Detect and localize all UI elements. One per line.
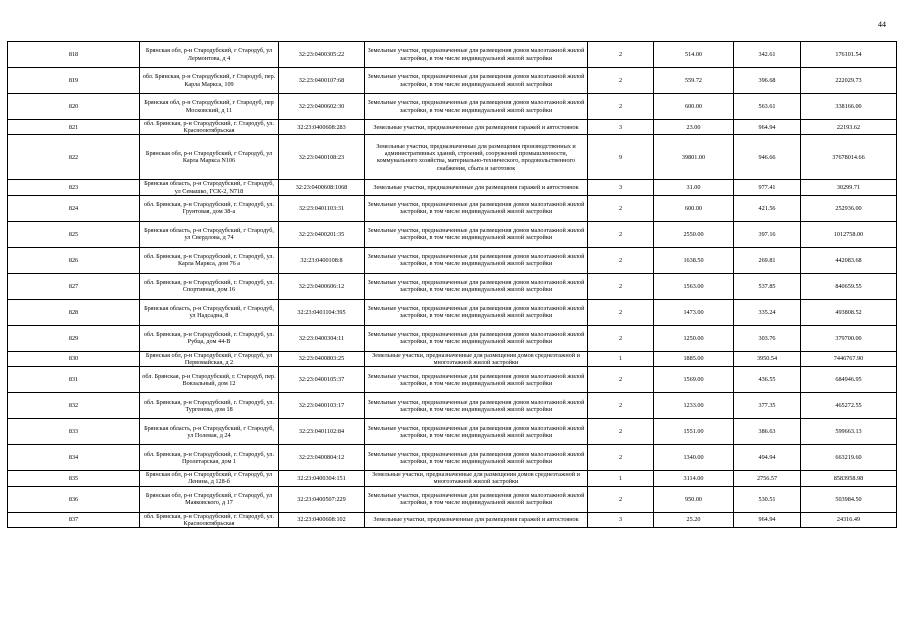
cadastral-value-cell: 338166.00 xyxy=(801,94,897,120)
land-use-cell: Земельные участки, предназначенные для размещения домов малоэтажной жилой застройки, в том числе индивидуальной жилой застройки xyxy=(365,299,588,325)
cadastral-number-cell: 32:23:0401104:395 xyxy=(279,299,365,325)
address-cell: Брянская обл, р-н Стародубский, г Стародуб, ул Ленина, д 128-б xyxy=(140,471,279,486)
row-number-cell: 836 xyxy=(8,486,140,512)
area-cell: 600.00 xyxy=(654,195,734,221)
cadastral-number-cell: 32:23:0400105:37 xyxy=(279,367,365,393)
address-cell: обл. Брянская, р-н Стародубский, г. Стародуб, ул. Краснооктябрьская xyxy=(140,512,279,527)
cadastral-number-cell: 32:23:0401103:31 xyxy=(279,195,365,221)
cadastral-number-cell: 32:23:0400606:12 xyxy=(279,273,365,299)
group-number-cell: 2 xyxy=(588,94,654,120)
address-cell: Брянская область, р-н Стародубский, г Стародуб, ул Семашко, ГСК-2, N718 xyxy=(140,180,279,195)
cadastral-value-cell: 24316.49 xyxy=(801,512,897,527)
area-cell: 950.00 xyxy=(654,486,734,512)
row-number-cell: 819 xyxy=(8,68,140,94)
land-use-cell: Земельные участки, предназначенные для размещения домов малоэтажной жилой застройки, в том числе индивидуальной жилой застройки xyxy=(365,221,588,247)
cadastral-value-cell: 493808.52 xyxy=(801,299,897,325)
cadastral-number-cell: 32:23:0400507:229 xyxy=(279,486,365,512)
group-number-cell: 9 xyxy=(588,135,654,180)
table-row xyxy=(8,419,897,445)
address-cell: обл. Брянская, р-н Стародубский, г. Стародуб, ул. Тургенева, дом 18 xyxy=(140,393,279,419)
land-use-cell: Земельные участки, предназначенные для размещения домов малоэтажной жилой застройки, в том числе индивидуальной жилой застройки xyxy=(365,393,588,419)
row-number-cell: 832 xyxy=(8,393,140,419)
table-row xyxy=(8,180,897,195)
area-cell: 514.00 xyxy=(654,42,734,68)
table-row xyxy=(8,325,897,351)
group-number-cell: 2 xyxy=(588,393,654,419)
land-use-cell: Земельные участки, предназначенные для размещения домов малоэтажной жилой застройки, в том числе индивидуальной жилой застройки xyxy=(365,195,588,221)
cadastral-number-cell: 32:23:0401102:84 xyxy=(279,419,365,445)
cadastral-number-cell: 32:23:0400803:25 xyxy=(279,351,365,366)
address-cell: Брянская область, р-н Стародубский, г Стародуб, ул Свердлова, д 74 xyxy=(140,221,279,247)
table-row xyxy=(8,94,897,120)
area-cell: 1563.00 xyxy=(654,273,734,299)
cadastral-number-cell: 32:23:0400305:22 xyxy=(279,42,365,68)
row-number-cell: 826 xyxy=(8,247,140,273)
cadastral-value-cell: 503984.50 xyxy=(801,486,897,512)
cadastral-number-cell: 32:23:0400304:11 xyxy=(279,325,365,351)
group-number-cell: 1 xyxy=(588,351,654,366)
table-row xyxy=(8,221,897,247)
area-cell: 25.20 xyxy=(654,512,734,527)
table-row xyxy=(8,68,897,94)
land-use-cell: Земельные участки, предназначенные для размещения домов среднеэтажной и многоэтажной жилой застройки xyxy=(365,471,588,486)
specific-value-cell: 494.94 xyxy=(734,445,801,471)
group-number-cell: 2 xyxy=(588,273,654,299)
row-number-cell: 824 xyxy=(8,195,140,221)
land-use-cell: Земельные участки, предназначенные для размещения домов малоэтажной жилой застройки, в том числе индивидуальной жилой застройки xyxy=(365,42,588,68)
table-row xyxy=(8,512,897,527)
land-use-cell: Земельные участки, предназначенные для размещения домов малоэтажной жилой застройки, в том числе индивидуальной жилой застройки xyxy=(365,247,588,273)
group-number-cell: 2 xyxy=(588,221,654,247)
land-use-cell: Земельные участки, предназначенные для размещения домов малоэтажной жилой застройки, в том числе индивидуальной жилой застройки xyxy=(365,94,588,120)
land-use-cell: Земельные участки, предназначенные для размещения домов малоэтажной жилой застройки, в том числе индивидуальной жилой застройки xyxy=(365,367,588,393)
row-number-cell: 823 xyxy=(8,180,140,195)
area-cell: 1885.00 xyxy=(654,351,734,366)
table-row xyxy=(8,135,897,180)
row-number-cell: 828 xyxy=(8,299,140,325)
cadastral-number-cell: 32:23:0400804:12 xyxy=(279,445,365,471)
cadastral-number-cell: 32:23:0400108:23 xyxy=(279,135,365,180)
address-cell: Брянская область, р-н Стародубский, г Стародуб, ул Полевая, д 24 xyxy=(140,419,279,445)
cadastral-value-cell: 22193.62 xyxy=(801,120,897,135)
specific-value-cell: 397.16 xyxy=(734,221,801,247)
specific-value-cell: 3950.54 xyxy=(734,351,801,366)
area-cell: 39801.00 xyxy=(654,135,734,180)
group-number-cell: 2 xyxy=(588,419,654,445)
specific-value-cell: 563.61 xyxy=(734,94,801,120)
cadastral-value-cell: 684946.95 xyxy=(801,367,897,393)
address-cell: Брянская обл, р-н Стародубский, г Стародуб, ул Первомайская, д 2 xyxy=(140,351,279,366)
group-number-cell: 3 xyxy=(588,120,654,135)
row-number-cell: 820 xyxy=(8,94,140,120)
address-cell: обл. Брянская, р-н Стародубский, г. Стародуб, ул. Спортивная, дом 16 xyxy=(140,273,279,299)
area-cell: 23.00 xyxy=(654,120,734,135)
row-number-cell: 821 xyxy=(8,120,140,135)
group-number-cell: 3 xyxy=(588,512,654,527)
group-number-cell: 2 xyxy=(588,195,654,221)
address-cell: Брянская обл, р-н Стародубский, г Стародуб, ул Лермонтова, д 4 xyxy=(140,42,279,68)
row-number-cell: 818 xyxy=(8,42,140,68)
group-number-cell: 2 xyxy=(588,325,654,351)
table-row xyxy=(8,195,897,221)
group-number-cell: 2 xyxy=(588,68,654,94)
table-row xyxy=(8,273,897,299)
group-number-cell: 2 xyxy=(588,247,654,273)
land-use-cell: Земельные участки, предназначенные для размещения домов малоэтажной жилой застройки, в том числе индивидуальной жилой застройки xyxy=(365,419,588,445)
area-cell: 3114.00 xyxy=(654,471,734,486)
area-cell: 559.72 xyxy=(654,68,734,94)
cadastral-number-cell: 32:23:0400608:1068 xyxy=(279,180,365,195)
cadastral-value-cell: 7446767.90 xyxy=(801,351,897,366)
cadastral-value-cell: 599663.13 xyxy=(801,419,897,445)
table-row xyxy=(8,120,897,135)
area-cell: 1233.00 xyxy=(654,393,734,419)
cadastral-value-cell: 465272.55 xyxy=(801,393,897,419)
group-number-cell: 1 xyxy=(588,471,654,486)
cadastral-value-cell: 37678014.66 xyxy=(801,135,897,180)
row-number-cell: 834 xyxy=(8,445,140,471)
cadastral-number-cell: 32:23:0400201:35 xyxy=(279,221,365,247)
specific-value-cell: 964.94 xyxy=(734,512,801,527)
specific-value-cell: 977.41 xyxy=(734,180,801,195)
row-number-cell: 827 xyxy=(8,273,140,299)
specific-value-cell: 342.61 xyxy=(734,42,801,68)
area-cell: 1340.00 xyxy=(654,445,734,471)
cadastral-number-cell: 32:23:0400602:30 xyxy=(279,94,365,120)
land-use-cell: Земельные участки, предназначенные для размещения домов малоэтажной жилой застройки, в том числе индивидуальной жилой застройки xyxy=(365,486,588,512)
cadastral-number-cell: 32:23:0400304:151 xyxy=(279,471,365,486)
specific-value-cell: 421.56 xyxy=(734,195,801,221)
row-number-cell: 831 xyxy=(8,367,140,393)
cadastral-number-cell: 32:23:0400608:102 xyxy=(279,512,365,527)
specific-value-cell: 386.63 xyxy=(734,419,801,445)
page-number: 44 xyxy=(878,20,886,29)
table-row xyxy=(8,299,897,325)
table-row xyxy=(8,42,897,68)
cadastral-number-cell: 32:23:0400108:8 xyxy=(279,247,365,273)
land-use-cell: Земельные участки, предназначенные для размещения домов среднеэтажной и многоэтажной жилой застройки xyxy=(365,351,588,366)
land-use-cell: Земельные участки, предназначенные для размещения домов малоэтажной жилой застройки, в том числе индивидуальной жилой застройки xyxy=(365,445,588,471)
table-row xyxy=(8,486,897,512)
row-number-cell: 822 xyxy=(8,135,140,180)
address-cell: обл. Брянская, р-н Стародубский, г. Стародуб, ул. Пролетарская, дом 1 xyxy=(140,445,279,471)
group-number-cell: 2 xyxy=(588,486,654,512)
specific-value-cell: 537.85 xyxy=(734,273,801,299)
specific-value-cell: 335.24 xyxy=(734,299,801,325)
cadastral-value-cell: 1012758.00 xyxy=(801,221,897,247)
land-use-cell: Земельные участки, предназначенные для размещения домов малоэтажной жилой застройки, в том числе индивидуальной жилой застройки xyxy=(365,68,588,94)
group-number-cell: 2 xyxy=(588,42,654,68)
specific-value-cell: 303.76 xyxy=(734,325,801,351)
address-cell: обл. Брянская, р-н Стародубский, г. Стародуб, ул. Краснооктябрьская xyxy=(140,120,279,135)
specific-value-cell: 2756.57 xyxy=(734,471,801,486)
address-cell: обл. Брянская, р-н Стародубский, г Стародуб, пер. Карла Маркса, 109 xyxy=(140,68,279,94)
group-number-cell: 2 xyxy=(588,445,654,471)
address-cell: обл. Брянская, р-н Стародубский, г. Стародуб, ул. Грунтовая, дом 38-а xyxy=(140,195,279,221)
land-use-cell: Земельные участки, предназначенные для размещения домов малоэтажной жилой застройки, в том числе индивидуальной жилой застройки xyxy=(365,273,588,299)
address-cell: Брянская обл, р-н Стародубский, г Стародуб, ул Карла Маркса N106 xyxy=(140,135,279,180)
land-use-cell: Земельные участки, предназначенные для размещения домов малоэтажной жилой застройки, в том числе индивидуальной жилой застройки xyxy=(365,325,588,351)
area-cell: 1569.00 xyxy=(654,367,734,393)
row-number-cell: 825 xyxy=(8,221,140,247)
land-use-cell: Земельные участки, предназначенные для размещения производственных и административных зданий, строений, сооружений промышленности, коммунального хозяйства, материально-технического, продовольственного снабжения, сбыта и заготовок xyxy=(365,135,588,180)
table-row xyxy=(8,351,897,366)
row-number-cell: 837 xyxy=(8,512,140,527)
group-number-cell: 2 xyxy=(588,367,654,393)
area-cell: 1473.00 xyxy=(654,299,734,325)
land-use-cell: Земельные участки, предназначенные для размещения гаражей и автостоянок xyxy=(365,120,588,135)
table-row xyxy=(8,367,897,393)
address-cell: Брянская обл, р-н Стародубский, г Стародуб, пер Московский, д 11 xyxy=(140,94,279,120)
specific-value-cell: 946.66 xyxy=(734,135,801,180)
cadastral-value-cell: 252936.00 xyxy=(801,195,897,221)
cadastral-value-cell: 222029.73 xyxy=(801,68,897,94)
row-number-cell: 835 xyxy=(8,471,140,486)
address-cell: Брянская область, р-н Стародубский, г Стародуб, ул Надсадна, 8 xyxy=(140,299,279,325)
table-row xyxy=(8,393,897,419)
group-number-cell: 2 xyxy=(588,299,654,325)
specific-value-cell: 530.51 xyxy=(734,486,801,512)
row-number-cell: 833 xyxy=(8,419,140,445)
specific-value-cell: 964.94 xyxy=(734,120,801,135)
row-number-cell: 829 xyxy=(8,325,140,351)
cadastral-value-cell: 176101.54 xyxy=(801,42,897,68)
address-cell: обл. Брянская, р-н Стародубский, г. Стародуб, ул. Карла Маркса, дом 76 а xyxy=(140,247,279,273)
area-cell: 1250.00 xyxy=(654,325,734,351)
cadastral-number-cell: 32:23:0400608:283 xyxy=(279,120,365,135)
table-body xyxy=(8,42,897,528)
cadastral-value-cell: 840659.55 xyxy=(801,273,897,299)
specific-value-cell: 396.68 xyxy=(734,68,801,94)
cadastral-value-cell: 663219.60 xyxy=(801,445,897,471)
cadastral-number-cell: 32:23:0400107:68 xyxy=(279,68,365,94)
cadastral-value-cell: 442083.68 xyxy=(801,247,897,273)
land-use-cell: Земельные участки, предназначенные для размещения гаражей и автостоянок xyxy=(365,512,588,527)
group-number-cell: 3 xyxy=(588,180,654,195)
land-use-cell: Земельные участки, предназначенные для размещения гаражей и автостоянок xyxy=(365,180,588,195)
specific-value-cell: 269.81 xyxy=(734,247,801,273)
cadastral-value-cell: 379700.00 xyxy=(801,325,897,351)
address-cell: обл. Брянская, р-н Стародубский, г. Стародуб, ул. Рубца, дом 44-В xyxy=(140,325,279,351)
address-cell: Брянская обл, р-н Стародубский, г Стародуб, ул Маяковского, д 17 xyxy=(140,486,279,512)
area-cell: 31.00 xyxy=(654,180,734,195)
table-row xyxy=(8,445,897,471)
cadastral-value-cell: 30299.71 xyxy=(801,180,897,195)
cadastral-value-table xyxy=(7,41,897,528)
table-row xyxy=(8,471,897,486)
area-cell: 1551.00 xyxy=(654,419,734,445)
area-cell: 600.00 xyxy=(654,94,734,120)
address-cell: обл. Брянская, р-н Стародубский, г. Стародуб, пер. Вокзальный, дом 12 xyxy=(140,367,279,393)
specific-value-cell: 377.35 xyxy=(734,393,801,419)
cadastral-value-cell: 8583958.98 xyxy=(801,471,897,486)
table-row xyxy=(8,247,897,273)
cadastral-number-cell: 32:23:0400103:17 xyxy=(279,393,365,419)
specific-value-cell: 436.55 xyxy=(734,367,801,393)
area-cell: 1638.50 xyxy=(654,247,734,273)
row-number-cell: 830 xyxy=(8,351,140,366)
area-cell: 2550.00 xyxy=(654,221,734,247)
